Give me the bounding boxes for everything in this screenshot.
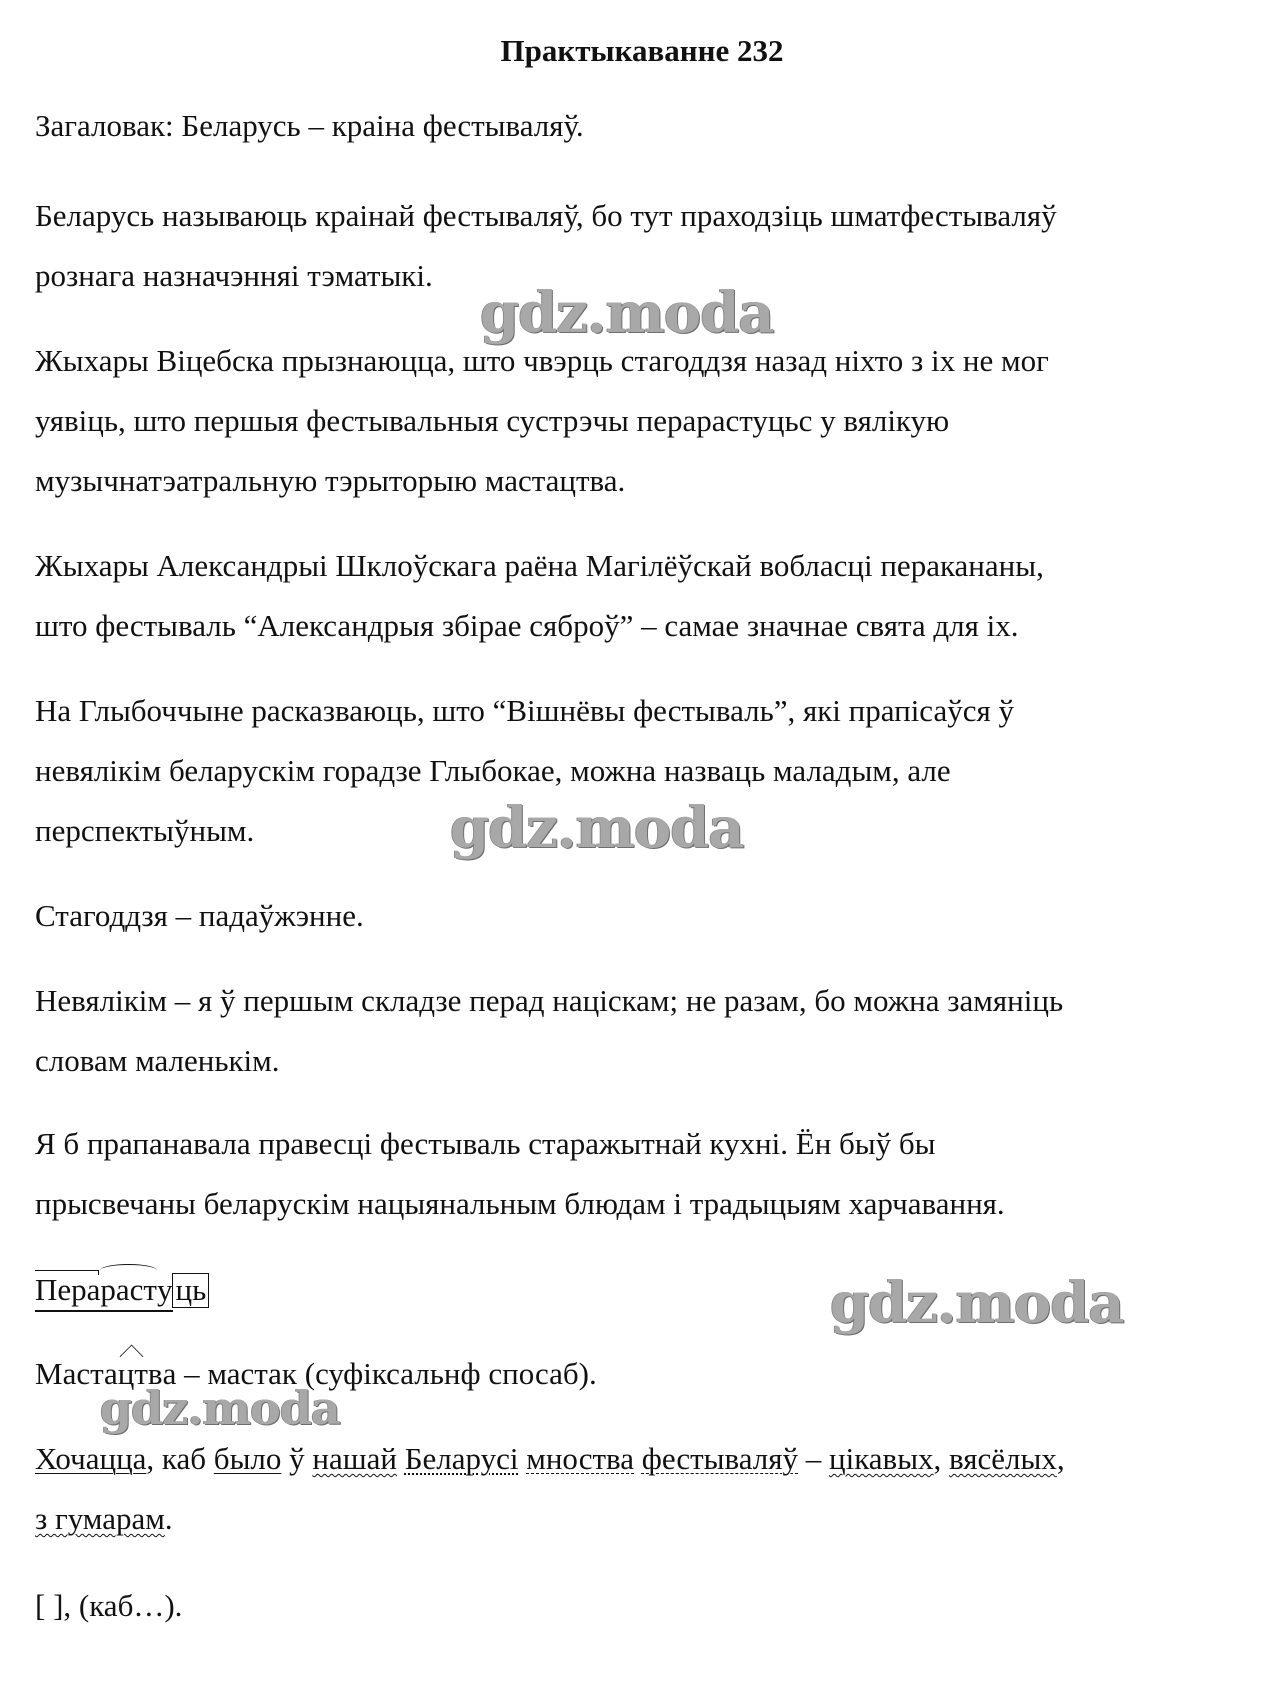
watermark: gdz.moda [100, 1381, 340, 1435]
attribute-word: цікавых [829, 1441, 934, 1476]
object-word: фестываляў [641, 1441, 798, 1476]
subject-word: мноства [526, 1441, 634, 1476]
attribute-word: вясёлых [949, 1441, 1057, 1476]
ending-mark: ць [172, 1273, 209, 1308]
word-base-underline [35, 1310, 173, 1312]
predicate-word: было [213, 1441, 282, 1476]
sentence-text [634, 1441, 642, 1476]
heading-line: Загаловак: Беларусь – краіна фестываляў. [35, 108, 584, 143]
sentence-text: , [1056, 1441, 1065, 1476]
text-line: прысвечаны беларускім нацыянальным блюдам і традыцыям харчавання. [35, 1186, 1005, 1221]
sentence-scheme: [ ], (каб…). [35, 1588, 183, 1623]
text-line: Жыхары Александрыі Шклоўскага раёна Магілёўскай вобласці перакананы, [35, 548, 1044, 583]
parsed-sentence-cont [35, 1503, 173, 1534]
sentence-text: , каб [146, 1441, 214, 1476]
parsed-sentence [35, 1443, 1065, 1474]
text-line: рознага назначэнняі тэматыкі. [35, 258, 433, 293]
text-line: што фестываль “Александрыя збірае сяброў” – самае значнае свята для іх. [35, 608, 1019, 643]
suffix-text: у [156, 1272, 173, 1307]
text-line: уявіць, што першыя фестывальныя сустрэчы перарастуцьс у вялікую [35, 403, 950, 438]
sentence-text: . [164, 1501, 173, 1536]
text-line: перспектыўным. [35, 813, 255, 848]
text-line: невялікім беларускім горадзе Глыбокае, можна назваць маладым, але [35, 753, 951, 788]
predicate-word: Хочацца [35, 1441, 147, 1476]
sentence-text: , [933, 1441, 950, 1476]
suffix-mark: цтв [117, 1356, 163, 1391]
text-line: Жыхары Віцебска прызнаюцца, што чвэрць стагоддзя назад ніхто з іх не мог [35, 343, 1049, 378]
sentence-text: – [798, 1441, 829, 1476]
text-line: Я б прапанавала правесці фестываль старажытнай кухні. Ён быў бы [35, 1126, 936, 1161]
attribute-word: нашай [312, 1441, 397, 1476]
text-line: Беларусь называюць краінай фестываляў, бо тут праходзіць шматфестываляў [35, 198, 1057, 233]
adverbial-word: Беларусі [404, 1441, 519, 1476]
root-mark: раст [100, 1272, 157, 1307]
prefix-mark: Пера [35, 1272, 101, 1307]
text-line: Невялікім – я ў першым складзе перад націскам; не разам, бо можна замяніць [35, 983, 1064, 1018]
sentence-text: ў [281, 1441, 313, 1476]
watermark: gdz.moda [480, 280, 774, 346]
page-title: Практыкаванне 232 [500, 33, 784, 68]
formation-description: – мастак (суфіксальнф спосаб). [176, 1356, 597, 1391]
stem-text: Маста [35, 1356, 118, 1391]
text-line: словам маленькім. [35, 1043, 280, 1078]
text-line: музычнатэатральную тэрыторыю мастацтва. [35, 463, 626, 498]
sentence-text [397, 1441, 405, 1476]
morpheme-parse-pераrastuts [35, 1273, 209, 1308]
ending-text: а [162, 1356, 177, 1391]
text-line: На Глыбоччыне расказваюць, што “Вішнёвы фестываль”, які прапісаўся ў [35, 693, 1014, 728]
watermark: gdz.moda [450, 795, 744, 861]
text-line: Стагоддзя – падаўжэнне. [35, 898, 364, 933]
attribute-word: з гумарам [35, 1501, 165, 1536]
watermark: gdz.moda [830, 1270, 1124, 1336]
